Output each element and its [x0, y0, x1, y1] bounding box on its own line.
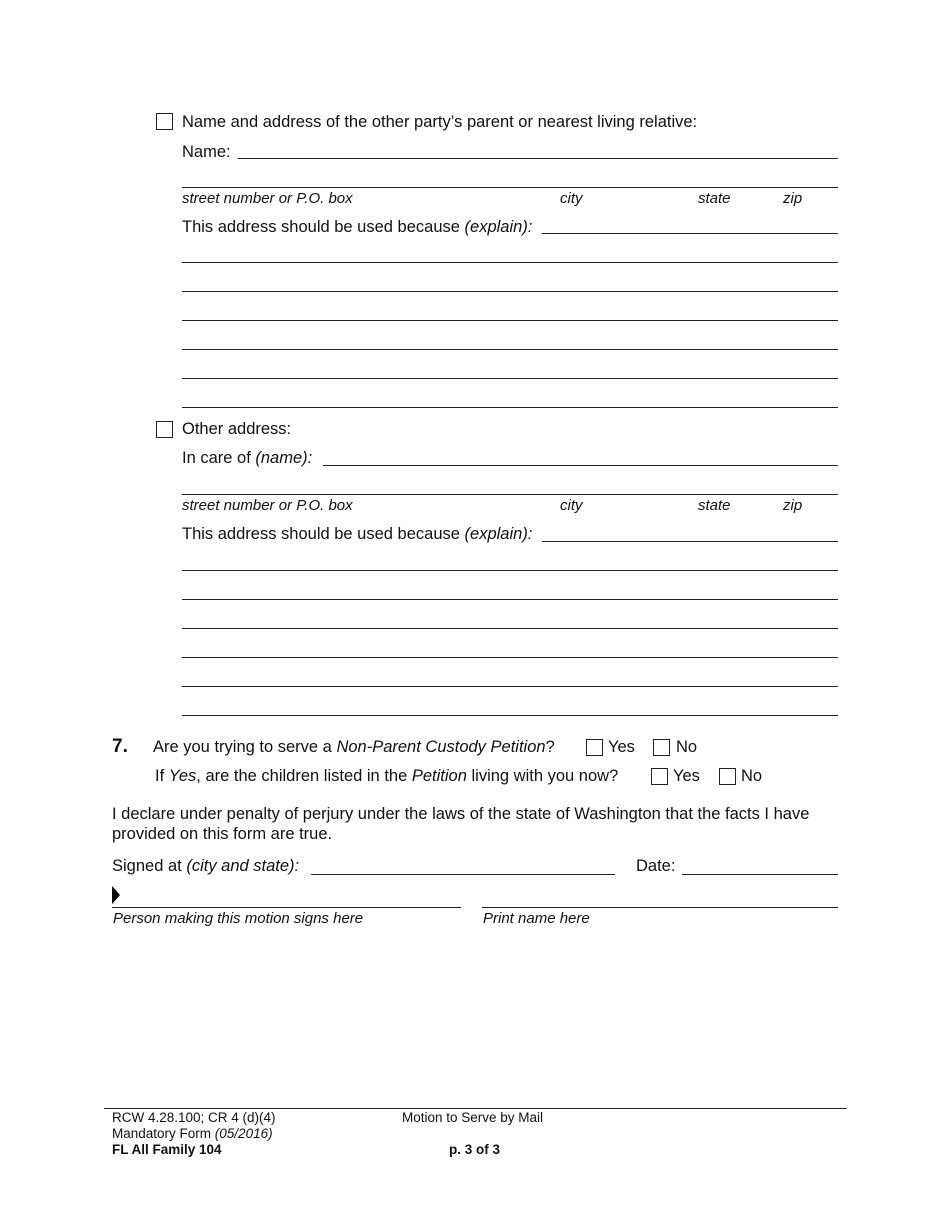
q1-no-checkbox[interactable] — [653, 739, 670, 756]
q2-yes-checkbox[interactable] — [651, 768, 668, 785]
q2-italic1: Yes — [168, 767, 197, 785]
other-state-caption: state — [698, 497, 731, 514]
declaration-line-1: I declare under penalty of perjury under the laws of the state of Washington that the facts I have — [112, 805, 810, 823]
relative-address-label: Name and address of the other party’s parent or nearest living relative: — [182, 113, 698, 131]
other-street-caption: street number or P.O. box — [182, 497, 353, 514]
care-of-label — [182, 448, 312, 468]
relative-explain-line-6[interactable] — [182, 407, 838, 408]
relative-explain-line-2[interactable] — [182, 291, 838, 292]
other-address-field[interactable] — [182, 494, 838, 495]
q2-suffix: living with you now? — [471, 767, 619, 785]
other-explain-italic: (explain): — [464, 525, 533, 543]
other-explain-line-2[interactable] — [182, 599, 838, 600]
footer-page: p. 3 of 3 — [449, 1142, 501, 1157]
relative-explain-italic: (explain): — [464, 218, 533, 236]
signed-at-italic: (city and state): — [186, 857, 300, 875]
relative-explain-line-3[interactable] — [182, 320, 838, 321]
footer-mandatory-prefix: Mandatory Form — [112, 1126, 212, 1141]
sign-here-arrow-icon — [112, 886, 122, 904]
q2-no-label: No — [741, 767, 763, 785]
q2-italic2: Petition — [411, 767, 467, 785]
footer-title: Motion to Serve by Mail — [402, 1110, 544, 1125]
care-of-italic: (name): — [255, 449, 313, 467]
relative-explain-field[interactable] — [542, 233, 838, 234]
q2-yes-label: Yes — [673, 767, 700, 785]
relative-city-caption: city — [560, 190, 583, 207]
footer-form-id: FL All Family 104 — [112, 1142, 222, 1157]
other-city-caption: city — [560, 497, 583, 514]
q1-no-label: No — [676, 738, 698, 756]
relative-street-caption: street number or P.O. box — [182, 190, 353, 207]
question-7-text — [153, 737, 555, 757]
declaration-line-2: provided on this form are true. — [112, 825, 333, 843]
q2-prefix: If — [155, 767, 165, 785]
signature-field[interactable] — [112, 907, 461, 908]
relative-name-field[interactable] — [238, 158, 838, 159]
other-explain-line-5[interactable] — [182, 686, 838, 687]
other-explain-prefix: This address should be used because — [182, 525, 460, 543]
relative-explain-prefix: This address should be used because — [182, 218, 460, 236]
date-field[interactable] — [682, 874, 838, 875]
q1-prefix: Are you trying to serve a — [153, 738, 332, 756]
print-name-field[interactable] — [482, 907, 838, 908]
q1-suffix: ? — [545, 738, 555, 756]
relative-state-caption: state — [698, 190, 731, 207]
question-7-number: 7. — [112, 736, 128, 757]
other-explain-line-3[interactable] — [182, 628, 838, 629]
relative-zip-caption: zip — [783, 190, 803, 207]
signed-at-prefix: Signed at — [112, 857, 182, 875]
signed-at-label — [112, 856, 299, 876]
relative-explain-label — [182, 217, 532, 237]
footer-divider — [104, 1108, 847, 1109]
footer-mandatory-date: (05/2016) — [214, 1126, 273, 1141]
other-explain-field[interactable] — [542, 541, 838, 542]
relative-explain-line-5[interactable] — [182, 378, 838, 379]
q1-italic: Non-Parent Custody Petition — [336, 738, 546, 756]
care-of-prefix: In care of — [182, 449, 251, 467]
other-explain-label — [182, 524, 532, 544]
relative-address-checkbox[interactable] — [156, 113, 173, 130]
relative-address-field[interactable] — [182, 187, 838, 188]
question-7b-text — [155, 766, 618, 786]
relative-explain-line-1[interactable] — [182, 262, 838, 263]
print-name-caption: Print name here — [483, 910, 590, 927]
relative-name-label: Name: — [182, 143, 231, 161]
relative-explain-line-4[interactable] — [182, 349, 838, 350]
date-label: Date: — [636, 857, 676, 875]
q2-no-checkbox[interactable] — [719, 768, 736, 785]
other-explain-line-1[interactable] — [182, 570, 838, 571]
care-of-field[interactable] — [323, 465, 838, 466]
other-explain-line-6[interactable] — [182, 715, 838, 716]
signature-caption: Person making this motion signs here — [113, 910, 364, 927]
q1-yes-label: Yes — [608, 738, 635, 756]
q2-mid: , are the children listed in the — [196, 767, 408, 785]
q1-yes-checkbox[interactable] — [586, 739, 603, 756]
other-address-label: Other address: — [182, 420, 292, 438]
other-address-checkbox[interactable] — [156, 421, 173, 438]
other-explain-line-4[interactable] — [182, 657, 838, 658]
other-zip-caption: zip — [783, 497, 803, 514]
footer-rcw: RCW 4.28.100; CR 4 (d)(4) — [112, 1110, 276, 1125]
footer-mandatory — [112, 1126, 273, 1142]
signed-at-field[interactable] — [311, 874, 615, 875]
